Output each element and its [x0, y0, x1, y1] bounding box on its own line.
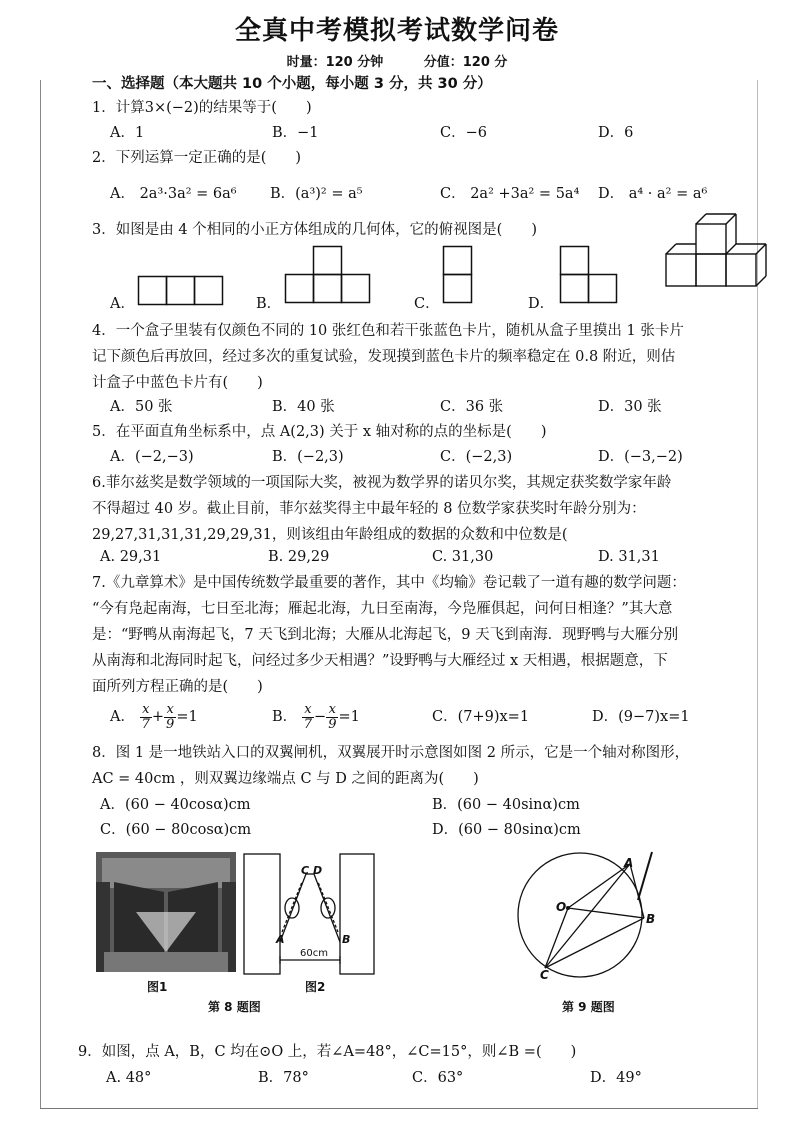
- q1-option-c[interactable]: C．−6: [440, 125, 487, 141]
- fig2-label-a: A: [276, 933, 285, 946]
- q6-line-3: 29,27,31,31,31,29,29,31，则该组由年龄组成的数据的众数和中位数是(: [92, 527, 568, 543]
- q9-option-b[interactable]: B．78°: [258, 1070, 309, 1086]
- time-limit: 时量：120 分钟: [286, 55, 384, 70]
- q2-stem: 2．下列运算一定正确的是( ): [92, 150, 302, 166]
- q9-label-a: A: [624, 856, 634, 870]
- q4-option-a[interactable]: A．50 张: [110, 399, 173, 415]
- q6-option-c[interactable]: C. 31,30: [432, 549, 494, 565]
- q9-label-c: C: [540, 968, 549, 982]
- fig2-label-b: B: [342, 933, 351, 946]
- section-heading: 一、选择题（本大题共 10 个小题，每小题 3 分，共 30 分）: [92, 76, 492, 92]
- q8-option-c[interactable]: C．(60 − 80cosα)cm: [100, 822, 252, 838]
- q3-option-a[interactable]: A．: [110, 296, 135, 312]
- q8-line-2: AC = 40cm ，则双翼边缘端点 C 与 D 之间的距离为( ): [92, 771, 479, 787]
- q8-stem: [92, 740, 782, 792]
- fig2-width-label: 60cm: [300, 948, 328, 959]
- q7-line-4: 从南海和北海同时起飞，问经过多少天相遇？”设野鸭与大雁经过 x 天相遇，根据题意，下: [92, 653, 668, 669]
- q9-option-a[interactable]: A. 48°: [106, 1070, 152, 1086]
- q3-view-d: [560, 246, 620, 306]
- q2-option-a[interactable]: A． 2a³·3a² = 6a⁶: [110, 186, 237, 202]
- bottom-border: [40, 1108, 758, 1109]
- total-score: 分值：120 分: [423, 55, 508, 70]
- fig2-label-d: D: [313, 864, 323, 877]
- q4-option-d[interactable]: D．30 张: [598, 399, 662, 415]
- q9-figure-caption: 第 9 题图: [562, 1000, 615, 1014]
- q3-solid-figure: [662, 212, 768, 290]
- q3-option-c[interactable]: C．: [414, 296, 440, 312]
- q9-circle-diagram: [500, 850, 660, 980]
- q8-figure-caption: 第 8 题图: [208, 1000, 261, 1014]
- q6-option-b[interactable]: B. 29,29: [268, 549, 330, 565]
- q7-line-3: 是：“野鸭从南海起飞，7 天飞到北海；大雁从北海起飞，9 天飞到南海．现野鸭与大雁分别: [92, 627, 679, 643]
- q2-option-d[interactable]: D． a⁴ · a² = a⁶: [598, 186, 708, 202]
- q5-option-b[interactable]: B．(−2,3): [272, 449, 344, 465]
- q4-option-c[interactable]: C．36 张: [440, 399, 504, 415]
- q9-stem: 9．如图，点 A，B，C 均在⊙O 上，若∠A=48°，∠C=15°，则∠B =( ): [78, 1044, 577, 1060]
- q1-option-d[interactable]: D．6: [598, 125, 634, 141]
- q5-option-d[interactable]: D．(−3,−2): [598, 449, 683, 465]
- q7-option-d[interactable]: D．(9−7)x=1: [592, 709, 690, 725]
- q7-stem: [92, 570, 782, 700]
- q8-option-a[interactable]: A．(60 − 40cosα)cm: [100, 797, 251, 813]
- q1-option-a[interactable]: A．1: [110, 125, 145, 141]
- q2-option-b[interactable]: B．(a³)² = a⁵: [270, 186, 363, 202]
- page-title: 全真中考模拟考试数学问卷: [234, 16, 559, 46]
- q9-option-d[interactable]: D．49°: [590, 1070, 642, 1086]
- q6-stem: [92, 470, 782, 548]
- q4-stem: [92, 318, 782, 396]
- q6-line-1: 6.菲尔兹奖是数学领域的一项国际大奖，被视为数学界的诺贝尔奖，其规定获奖数学家年龄: [92, 475, 672, 491]
- q4-option-b[interactable]: B．40 张: [272, 399, 335, 415]
- q3-option-b[interactable]: B．: [256, 296, 282, 312]
- q9-option-c[interactable]: C．63°: [412, 1070, 464, 1086]
- q4-line-1: 4．一个盒子里装有仅颜色不同的 10 张红色和若干张蓝色卡片，随机从盒子里摸出 1 张卡片: [92, 323, 684, 339]
- fig2-label-c: C: [301, 864, 310, 877]
- q9-label-b: B: [646, 912, 656, 926]
- q3-view-c: [443, 246, 473, 306]
- q7-option-b[interactable]: B． $\frac{x}{7}$ − $\frac{x}{9}$ =1: [272, 701, 360, 732]
- fig1-caption: 图1: [147, 980, 168, 994]
- q5-option-a[interactable]: A．(−2,−3): [110, 449, 194, 465]
- q8-option-b[interactable]: B．(60 − 40sinα)cm: [432, 797, 580, 813]
- q5-stem: 5．在平面直角坐标系中，点 A(2,3) 关于 x 轴对称的点的坐标是( ): [92, 424, 547, 440]
- q2-option-c[interactable]: C． 2a² +3a² = 5a⁴: [440, 186, 580, 202]
- q6-line-2: 不得超过 40 岁。截止目前，菲尔兹奖得主中最年轻的 8 位数学家获奖时年龄分别为：: [92, 501, 646, 517]
- q7-line-1: 7.《九章算术》是中国传统数学最重要的著作，其中《均输》卷记载了一道有趣的数学问题：: [92, 575, 686, 591]
- q8-option-d[interactable]: D．(60 − 80sinα)cm: [432, 822, 581, 838]
- fig2-caption: 图2: [305, 980, 326, 994]
- fig1-photo: [96, 852, 236, 972]
- q3-stem: 3．如图是由 4 个相同的小正方体组成的几何体，它的俯视图是( ): [92, 222, 537, 238]
- q3-view-a: [138, 276, 224, 306]
- q3-view-b: [285, 246, 371, 306]
- q7-line-5: 面所列方程正确的是( ): [92, 679, 263, 695]
- q3-option-d[interactable]: D．: [528, 296, 555, 312]
- q6-option-d[interactable]: D. 31,31: [598, 549, 660, 565]
- q7-line-2: “今有凫起南海，七日至北海；雁起北海，九日至南海，今凫雁俱起，问何日相逢？”其大意: [92, 601, 673, 617]
- q6-option-a[interactable]: A. 29,31: [100, 549, 162, 565]
- q7-option-a[interactable]: A． $\frac{x}{7}$ + $\frac{x}{9}$ =1: [110, 701, 198, 732]
- q8-line-1: 8．图 1 是一地铁站入口的双翼闸机，双翼展开时示意图如图 2 所示，它是一个轴对称图形，: [92, 745, 690, 761]
- q7-option-c[interactable]: C．(7+9)x=1: [432, 709, 530, 725]
- q9-label-o: O: [556, 900, 567, 914]
- q5-option-c[interactable]: C．(−2,3): [440, 449, 513, 465]
- exam-info: [0, 51, 794, 70]
- q4-line-3: 计盒子中蓝色卡片有( ): [92, 375, 263, 391]
- q1-option-b[interactable]: B．−1: [272, 125, 319, 141]
- q1-stem: 1．计算3×(−2)的结果等于( ): [92, 100, 312, 116]
- left-border: [40, 80, 41, 1108]
- q4-line-2: 记下颜色后再放回，经过多次的重复试验，发现摸到蓝色卡片的频率稳定在 0.8 附近，则估: [92, 349, 676, 365]
